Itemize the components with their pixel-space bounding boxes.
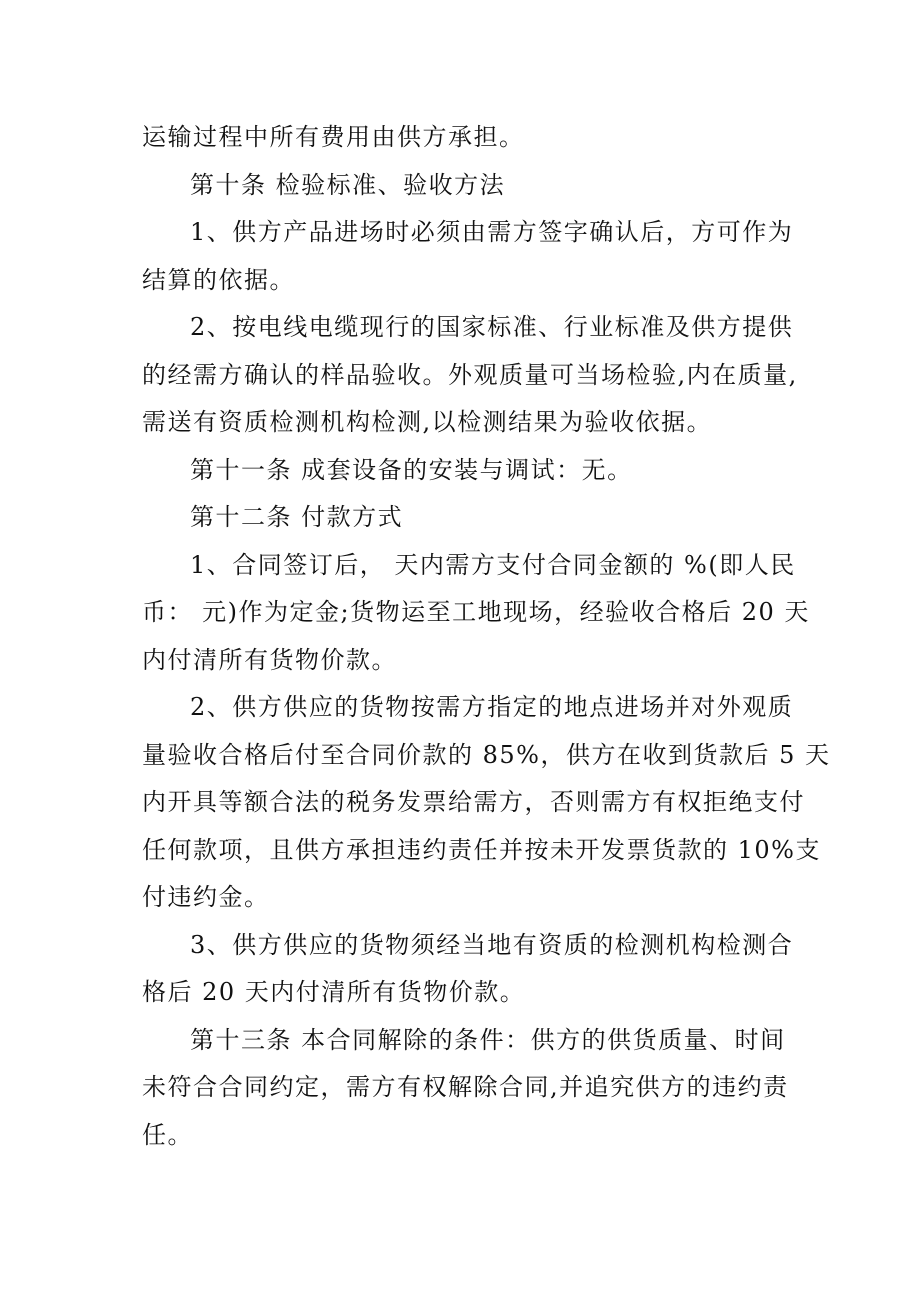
- text-line: 内开具等额合法的税务发票给需方，否则需方有权拒绝支付: [142, 788, 805, 816]
- text-line: 第十三条 本合同解除的条件：供方的供货质量、时间: [190, 1025, 786, 1054]
- text-line: 第十一条 成套设备的安装与调试：无。: [190, 455, 633, 484]
- text-line: 第十条 检验标准、验收方法: [190, 170, 506, 199]
- text-line: 1、供方产品进场时必须由需方签字确认后，方可作为: [190, 218, 794, 246]
- text-line: 格后 20 天内付清所有货物价款。: [142, 978, 526, 1006]
- text-line: 运输过程中所有费用由供方承担。: [142, 123, 525, 151]
- text-line: 任。: [142, 1120, 193, 1149]
- text-line: 币： 元)作为定金;货物运至工地现场，经验收合格后 20 天: [142, 598, 810, 626]
- text-line: 内付清所有货物价款。: [142, 645, 397, 674]
- text-line: 量验收合格后付至合同价款的 85%，供方在收到货款后 5 天: [142, 740, 831, 769]
- text-line: 任何款项，且供方承担违约责任并按未开发票货款的 10%支: [142, 835, 821, 864]
- text-line: 未符合合同约定，需方有权解除合同,并追究供方的违约责: [142, 1073, 789, 1101]
- text-line: 付违约金。: [142, 883, 270, 911]
- text-line: 2、按电线电缆现行的国家标准、行业标准及供方提供: [190, 313, 794, 341]
- document-body: [142, 114, 831, 1159]
- text-line: 3、供方供应的货物须经当地有资质的检测机构检测合: [190, 930, 794, 959]
- text-line: 1、合同签订后， 天内需方支付合同金额的 %(即人民: [190, 550, 796, 579]
- text-line: 结算的依据。: [142, 265, 295, 294]
- text-line: 需送有资质检测机构检测,以检测结果为验收依据。: [142, 408, 713, 436]
- text-line: 2、供方供应的货物按需方指定的地点进场并对外观质: [190, 693, 794, 721]
- text-line: 的经需方确认的样品验收。外观质量可当场检验,内在质量,: [142, 360, 798, 389]
- text-line: 第十二条 付款方式: [190, 503, 404, 531]
